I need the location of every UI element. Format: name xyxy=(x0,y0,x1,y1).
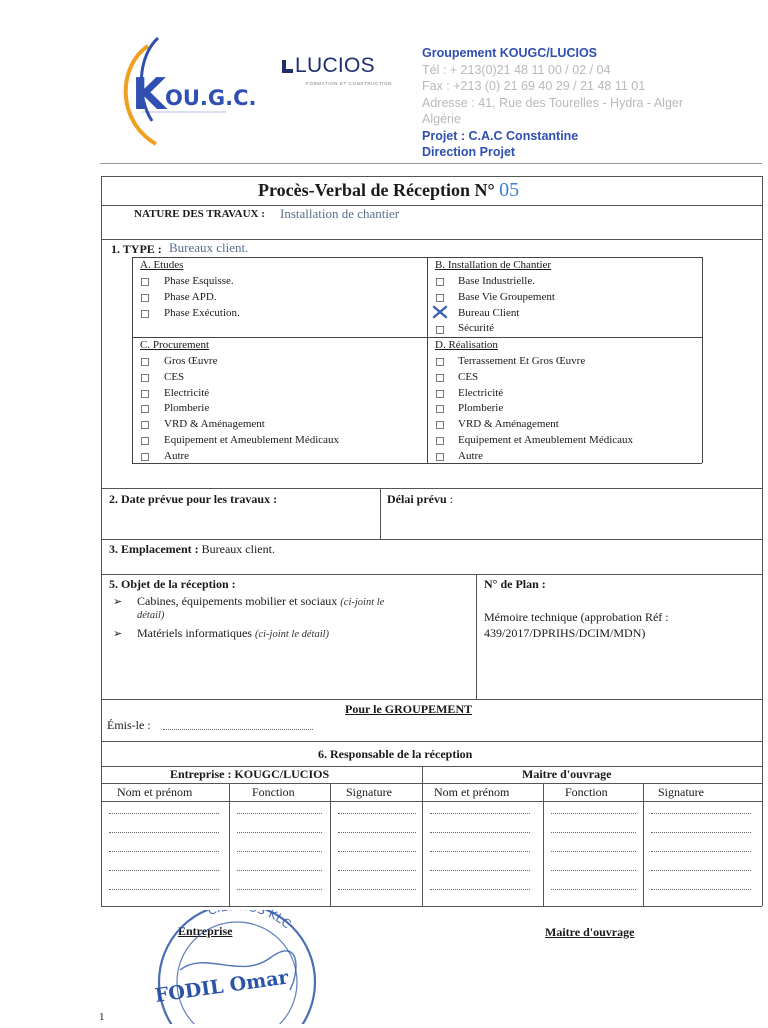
checkbox-d-3[interactable] xyxy=(436,390,444,398)
page-number: 1 xyxy=(99,1011,105,1023)
emplacement-label: 3. Emplacement : xyxy=(109,542,199,556)
form-border-bottom xyxy=(101,906,762,907)
option-c-6: Equipement et Ameublement Médicaux xyxy=(164,434,340,446)
option-d-1: Terrassement Et Gros Œuvre xyxy=(458,355,586,367)
col-header-fonction-1: Fonction xyxy=(252,785,295,799)
table-row[interactable] xyxy=(237,832,322,833)
kougc-logo xyxy=(108,26,268,156)
table-row[interactable] xyxy=(430,851,530,852)
option-c-3: Electricité xyxy=(164,387,210,399)
table-row[interactable] xyxy=(430,832,530,833)
checkbox-c-5[interactable] xyxy=(141,421,149,429)
plan-label: N° de Plan : xyxy=(484,577,546,591)
entreprise-header: Entreprise : KOUGC/LUCIOS xyxy=(170,767,330,781)
objet-item-1-hint: détail) xyxy=(137,610,165,621)
quadrant-bottom xyxy=(132,463,702,464)
table-row[interactable] xyxy=(551,832,636,833)
objet-item-1: Cabines, équipements mobilier et sociaux (ci-joint le xyxy=(137,594,385,608)
option-d-3: Electricité xyxy=(458,387,504,399)
project-name: Projet : C.A.C Constantine xyxy=(422,128,579,143)
lucios-logo-text: LUCIOS xyxy=(282,54,375,78)
table-row[interactable] xyxy=(109,889,219,890)
table-row[interactable] xyxy=(109,832,219,833)
quadrant-left xyxy=(132,257,133,463)
checkbox-b-1[interactable] xyxy=(436,278,444,286)
emis-le-field[interactable] xyxy=(163,729,313,730)
svg-text:CILUCIOS KLC xyxy=(206,910,294,931)
type-value: Bureaux client. xyxy=(169,240,249,255)
check-mark-icon xyxy=(432,305,448,319)
party-header-divider xyxy=(101,783,762,784)
footer-entreprise-label: Entreprise xyxy=(178,924,233,938)
emplacement-value: Bureaux client. xyxy=(201,542,275,556)
contact-block xyxy=(422,45,752,161)
delai-label: Délai prévu : xyxy=(387,492,454,506)
table-row[interactable] xyxy=(551,889,636,890)
table-row[interactable] xyxy=(651,832,751,833)
option-c-5: VRD & Aménagement xyxy=(164,418,265,430)
table-row[interactable] xyxy=(338,813,416,814)
emplacement-divider xyxy=(101,574,762,575)
group-name: Groupement KOUGC/LUCIOS xyxy=(422,46,598,60)
header-divider xyxy=(100,163,762,164)
table-row[interactable] xyxy=(430,813,530,814)
checkbox-c-1[interactable] xyxy=(141,358,149,366)
responsable-title: 6. Responsable de la réception xyxy=(318,747,473,761)
col-header-signature-1: Signature xyxy=(346,785,392,799)
fax-number: Fax : +213 (0) 21 69 40 29 / 21 48 11 01 xyxy=(422,79,646,93)
option-c-1: Gros Œuvre xyxy=(164,355,218,367)
checkbox-b-2[interactable] xyxy=(436,294,444,302)
objet-item-2: Matériels informatiques (ci-joint le détail) xyxy=(137,626,330,640)
quadrant-c-title: C. Procurement xyxy=(140,339,210,351)
option-b-3: Bureau Client xyxy=(458,307,520,319)
option-d-5: VRD & Aménagement xyxy=(458,418,559,430)
table-row[interactable] xyxy=(109,851,219,852)
plan-value-1: Mémoire technique (approbation Réf : xyxy=(484,610,669,624)
type-section-divider xyxy=(101,488,762,489)
quadrant-b-title: B. Installation de Chantier xyxy=(435,259,552,271)
form-border-right xyxy=(762,176,763,906)
checkbox-d-1[interactable] xyxy=(436,358,444,366)
form-title: Procès-Verbal de Réception N° 05 xyxy=(258,179,520,201)
col-header-signature-2: Signature xyxy=(658,785,704,799)
table-row[interactable] xyxy=(651,813,751,814)
objet-bullet-2: ➢ xyxy=(113,628,123,640)
checkbox-b-4[interactable] xyxy=(436,326,444,334)
checkbox-d-7[interactable] xyxy=(436,453,444,461)
checkbox-c-3[interactable] xyxy=(141,390,149,398)
table-row[interactable] xyxy=(338,832,416,833)
quadrant-middle xyxy=(132,337,702,338)
col-header-nom-2: Nom et prénom xyxy=(434,785,510,799)
quadrant-top xyxy=(132,257,702,258)
table-row[interactable] xyxy=(109,813,219,814)
table-row[interactable] xyxy=(651,851,751,852)
lucios-logo-subtitle: FORMATION ET CONSTRUCTION xyxy=(306,81,393,86)
table-row[interactable] xyxy=(109,870,219,871)
checkbox-a-2[interactable] xyxy=(141,294,149,302)
option-c-2: CES xyxy=(164,371,185,383)
groupement-divider xyxy=(101,741,762,742)
form-border-top xyxy=(101,176,762,177)
quadrant-center xyxy=(427,257,428,463)
option-d-6: Equipement et Ameublement Médicaux xyxy=(458,434,634,446)
option-b-1: Base Industrielle. xyxy=(458,275,535,287)
table-row[interactable] xyxy=(430,870,530,871)
emis-le-label: Émis-le : xyxy=(107,718,151,732)
plan-value-2: 439/2017/DPRIHS/DCIM/MDN) xyxy=(484,626,646,640)
table-row[interactable] xyxy=(551,851,636,852)
checkbox-c-7[interactable] xyxy=(141,453,149,461)
checkbox-c-6[interactable] xyxy=(141,437,149,445)
objet-bullet-1: ➢ xyxy=(113,596,123,608)
form-number: 05 xyxy=(499,179,520,201)
company-stamp xyxy=(150,910,325,1024)
quadrant-a-title: A. Etudes xyxy=(140,259,184,271)
table-row[interactable] xyxy=(237,889,322,890)
option-d-2: CES xyxy=(458,371,479,383)
checkbox-c-4[interactable] xyxy=(141,405,149,413)
lucios-logo xyxy=(282,54,393,94)
checkbox-d-6[interactable] xyxy=(436,437,444,445)
checkbox-d-4[interactable] xyxy=(436,405,444,413)
phone-number: Tél : + 213(0)21 48 11 00 / 02 / 04 xyxy=(422,62,611,77)
emplacement-row xyxy=(109,542,275,557)
table-row[interactable] xyxy=(237,851,322,852)
nature-label: NATURE DES TRAVAUX : xyxy=(134,208,265,220)
option-a-3: Phase Exécution. xyxy=(164,307,240,319)
address-line-2: Algérie xyxy=(422,112,461,126)
date-delai-separator xyxy=(380,488,381,539)
table-row[interactable] xyxy=(551,813,636,814)
stamp-signature: FODIL Omar xyxy=(153,966,290,1007)
table-row[interactable] xyxy=(430,889,530,890)
objet-plan-separator xyxy=(476,574,477,699)
checkbox-d-5[interactable] xyxy=(436,421,444,429)
direction-name: Direction Projet xyxy=(422,145,516,159)
objet-label: 5. Objet de la réception : xyxy=(109,577,236,591)
table-row[interactable] xyxy=(237,870,322,871)
checkbox-a-1[interactable] xyxy=(141,278,149,286)
date-label: 2. Date prévue pour les travaux : xyxy=(109,492,278,506)
date-section-divider xyxy=(101,539,762,540)
title-divider xyxy=(101,205,762,206)
option-a-2: Phase APD. xyxy=(164,291,217,303)
option-d-7: Autre xyxy=(458,450,484,462)
quadrant-right xyxy=(702,257,703,463)
quadrant-d-title: D. Réalisation xyxy=(435,339,498,351)
address-line-1: Adresse : 41, Rue des Tourelles - Hydra - Alger xyxy=(422,95,684,110)
table-row[interactable] xyxy=(551,870,636,871)
checkbox-b-3-checked[interactable] xyxy=(432,304,448,318)
form-border-left xyxy=(101,176,102,906)
pour-groupement-label: Pour le GROUPEMENT xyxy=(345,702,473,716)
checkbox-d-2[interactable] xyxy=(436,374,444,382)
option-c-7: Autre xyxy=(164,450,190,462)
stamp-ring-text: C KLC xyxy=(205,910,294,932)
checkbox-c-2[interactable] xyxy=(141,374,149,382)
table-row[interactable] xyxy=(338,851,416,852)
col-header-fonction-2: Fonction xyxy=(565,785,608,799)
nature-value: Installation de chantier xyxy=(280,206,400,221)
responsable-table-body xyxy=(101,801,762,906)
table-row[interactable] xyxy=(651,889,751,890)
footer-maitre-label: Maitre d'ouvrage xyxy=(545,925,635,939)
svg-text:K: K xyxy=(132,69,167,120)
col-header-nom-1: Nom et prénom xyxy=(117,785,193,799)
maitre-header: Maitre d'ouvrage xyxy=(522,767,612,781)
kougc-logo-text: OU.G.C. xyxy=(165,86,257,110)
table-row[interactable] xyxy=(651,870,751,871)
option-d-4: Plomberie xyxy=(458,402,504,414)
option-b-4: Sécurité xyxy=(458,322,495,334)
table-row[interactable] xyxy=(237,813,322,814)
table-row[interactable] xyxy=(338,870,416,871)
objet-section-divider xyxy=(101,699,762,700)
option-c-4: Plomberie xyxy=(164,402,210,414)
option-b-2: Base Vie Groupement xyxy=(458,291,555,303)
option-a-1: Phase Esquisse. xyxy=(164,275,234,287)
checkbox-a-3[interactable] xyxy=(141,310,149,318)
type-label: 1. TYPE : xyxy=(111,242,162,256)
table-row[interactable] xyxy=(338,889,416,890)
